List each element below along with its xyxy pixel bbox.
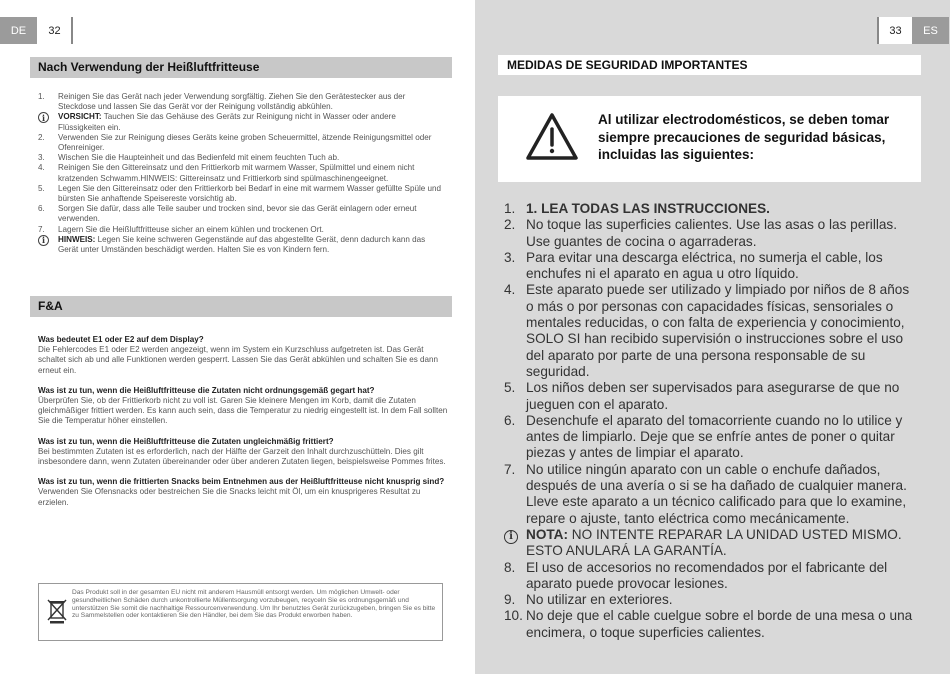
safety-warning-box [498, 96, 921, 182]
section-title-faq: F&A [30, 296, 452, 317]
language-tab-es: ES [912, 17, 949, 44]
page-number-divider [71, 17, 73, 44]
list-item: i HINWEIS: Legen Sie keine schweren Gegenstände auf das abgestellte Gerät, denn dadurch kann das Gerät unter Umständen beschädigt werden. Halten Sie es von Kindern fern. [38, 235, 443, 255]
faq-item: Was ist zu tun, wenn die frittierten Snacks beim Entnehmen aus der Heißluftfritteuse nicht knusprig sind? Verwenden Sie Ofensnacks oder bestreichen Sie die Snacks leicht mit Öl, um ein knusprigeres Resultat zu erzielen. [38, 477, 445, 507]
faq-item: Was ist zu tun, wenn die Heißluftfritteuse die Zutaten ungleichmäßig frittiert? Bei bestimmten Zutaten ist es erforderlich, nach der Hälfte der Garzeit den Inhalt durchzuschütteln. Dies gilt insbesondere dann, wenn Zutaten übereinander oder über anderen Zutaten liegen, beispielsweise Pommes frites. [38, 436, 446, 467]
crossed-bin-icon [47, 598, 67, 624]
safety-instructions-list [504, 201, 919, 641]
list-item: 6. Sorgen Sie dafür, dass alle Teile sauber und trocken sind, bevor sie das Gerät einlagern oder erneut verwenden. [38, 204, 417, 224]
list-item: i VORSICHT: Tauchen Sie das Gehäuse des Geräts zur Reinigung nicht in Wasser oder andere Flüssigkeiten ein. [38, 112, 443, 132]
list-item: 3. Wischen Sie die Haupteinheit und das Bedienfeld mit einem feuchten Tuch ab. [38, 153, 340, 163]
faq-item: Was bedeutet E1 oder E2 auf dem Display? Die Fehlercodes E1 oder E2 werden angezeigt, wenn im System ein Kurzschluss aufgetreten ist. Das Gerät schaltet sich ab und alle Funktionen werden gesperrt. Lassen Sie das Gerät abkühlen und schalten Sie es dann erneut ein. [38, 335, 438, 375]
list-item: 10. No deje que el cable cuelgue sobre el borde de una mesa o una encimera, o toque superficies calientes. [504, 608, 913, 640]
list-item: 2. Verwenden Sie zur Reinigung dieses Geräts keine groben Scheuermittel, ätzende Reinigungsmittel oder Ofenreiniger. [38, 132, 432, 153]
list-item: 9. No utilizar en exteriores. [504, 592, 673, 608]
safety-title: MEDIDAS DE SEGURIDAD IMPORTANTES [498, 55, 921, 75]
info-icon: i [38, 112, 49, 123]
list-item: 1. 1. LEA TODAS LAS INSTRUCCIONES. [504, 201, 770, 216]
warning-triangle-icon [524, 111, 580, 163]
language-tab-de: DE [0, 17, 37, 44]
info-icon: i [38, 235, 49, 246]
list-item: 3. Para evitar una descarga eléctrica, no sumerja el cable, los enchufes ni el aparato en agua u otro líquido. [504, 249, 883, 282]
list-item: 1. Reinigen Sie das Gerät nach jeder Verwendung sorgfältig. Ziehen Sie den Gerätestecker aus der Steckdose und lassen Sie das Gerät vor der Reinigung vollständig abkühlen. [38, 92, 406, 112]
list-item: 5. Legen Sie den Gittereinsatz oder den Frittierkorb bei Bedarf in eine mit warmem Wasser gefüllte Spüle und bürsten Sie anhaftende Speisereste vorsichtig ab. [38, 183, 441, 204]
list-item: 4. Reinigen Sie den Gittereinsatz und den Frittierkorb mit warmem Wasser, Spülmittel und einem nicht kratzenden Schwamm.HINWEIS: Gittereinsatz und Frittierkorb sind spülmaschinengeeignet. [38, 163, 415, 183]
weee-disposal-notice [38, 583, 443, 641]
list-item: i NOTA: NO INTENTE REPARAR LA UNIDAD USTED MISMO. ESTO ANULARÁ LA GARANTÍA. [504, 527, 919, 560]
list-item: 5. Los niños deben ser supervisados para asegurarse de que no jueguen con el aparato. [504, 380, 900, 412]
weee-text: Das Produkt soll in der gesamten EU nicht mit anderem Hausmüll entsorgt werden. Um möglichen Umwelt- oder gesundheitlichen Schäden durch unkontrollierte Müllentsorgung vorzubeugen, recyceln Sie es ordnungsgemäß und unterstützen Sie somit die nachhaltige Ressourcenverwendung. Um Ihr benutztes Gerät zurückzugeben, bringen Sie es bitte zu Sammelstellen oder kontaktieren Sie den Händler, bei dem Sie das Produkt erworben haben. [72, 589, 436, 620]
page-number-divider [877, 17, 879, 44]
safety-warning-text: Al utilizar electrodomésticos, se deben tomar siempre precauciones de seguridad básicas, incluidas las siguientes: [598, 112, 890, 162]
page-number-left: 32 [38, 17, 71, 44]
list-item: 8. El uso de accesorios no recomendados por el fabricante del aparato puede provocar lesiones. [504, 559, 888, 591]
right-page [475, 0, 950, 674]
list-item: 7. No utilice ningún aparato con un cable o enchufe dañados, después de una avería o si se ha dañado de cualquier manera. Lleve este aparato a un técnico calificado para que lo examine, repare o ajuste, tanto eléctrica como mecánicamente. [504, 461, 907, 526]
list-item: 2. No toque las superficies calientes. Use las asas o las perillas. Use guantes de cocina o agarraderas. [504, 217, 897, 249]
section-title-after-use: Nach Verwendung der Heißluftfritteuse [30, 57, 452, 78]
list-item: 6. Desenchufe el aparato del tomacorriente cuando no lo utilice y antes de limpiarlo. Deje que se enfríe antes de poner o quitar piezas y antes de limpiar el aparato. [504, 412, 903, 461]
list-item: 7. Lagern Sie die Heißluftfritteuse sicher an einem kühlen und trockenen Ort. [38, 224, 324, 234]
page-number-right: 33 [879, 17, 912, 44]
faq-item: Was ist zu tun, wenn die Heißluftfritteuse die Zutaten nicht ordnungsgemäß gegart hat? Überprüfen Sie, ob der Frittierkorb nicht zu voll ist. Garen Sie kleinere Mengen im Korb, damit die Zutaten gleichmäßiger frittiert werden. Es kann auch sein, dass die Temperatur zu niedrig eingestellt ist. In dem Fall sollten Sie die Temperatur höher einstellen. [38, 385, 448, 426]
cleaning-instructions-list [38, 92, 443, 255]
list-item: 4. Este aparato puede ser utilizado y limpiado por niños de 8 años o más o por personas con capacidades físicas, sensoriales o mentales reducidas, o con falta de experiencia y conocimiento, SOLO SI han recibido supervisión o instrucciones sobre el uso del aparato por parte de una persona responsable de su seguridad. [504, 282, 910, 379]
info-icon: i [504, 530, 518, 544]
faq-section [38, 335, 448, 518]
